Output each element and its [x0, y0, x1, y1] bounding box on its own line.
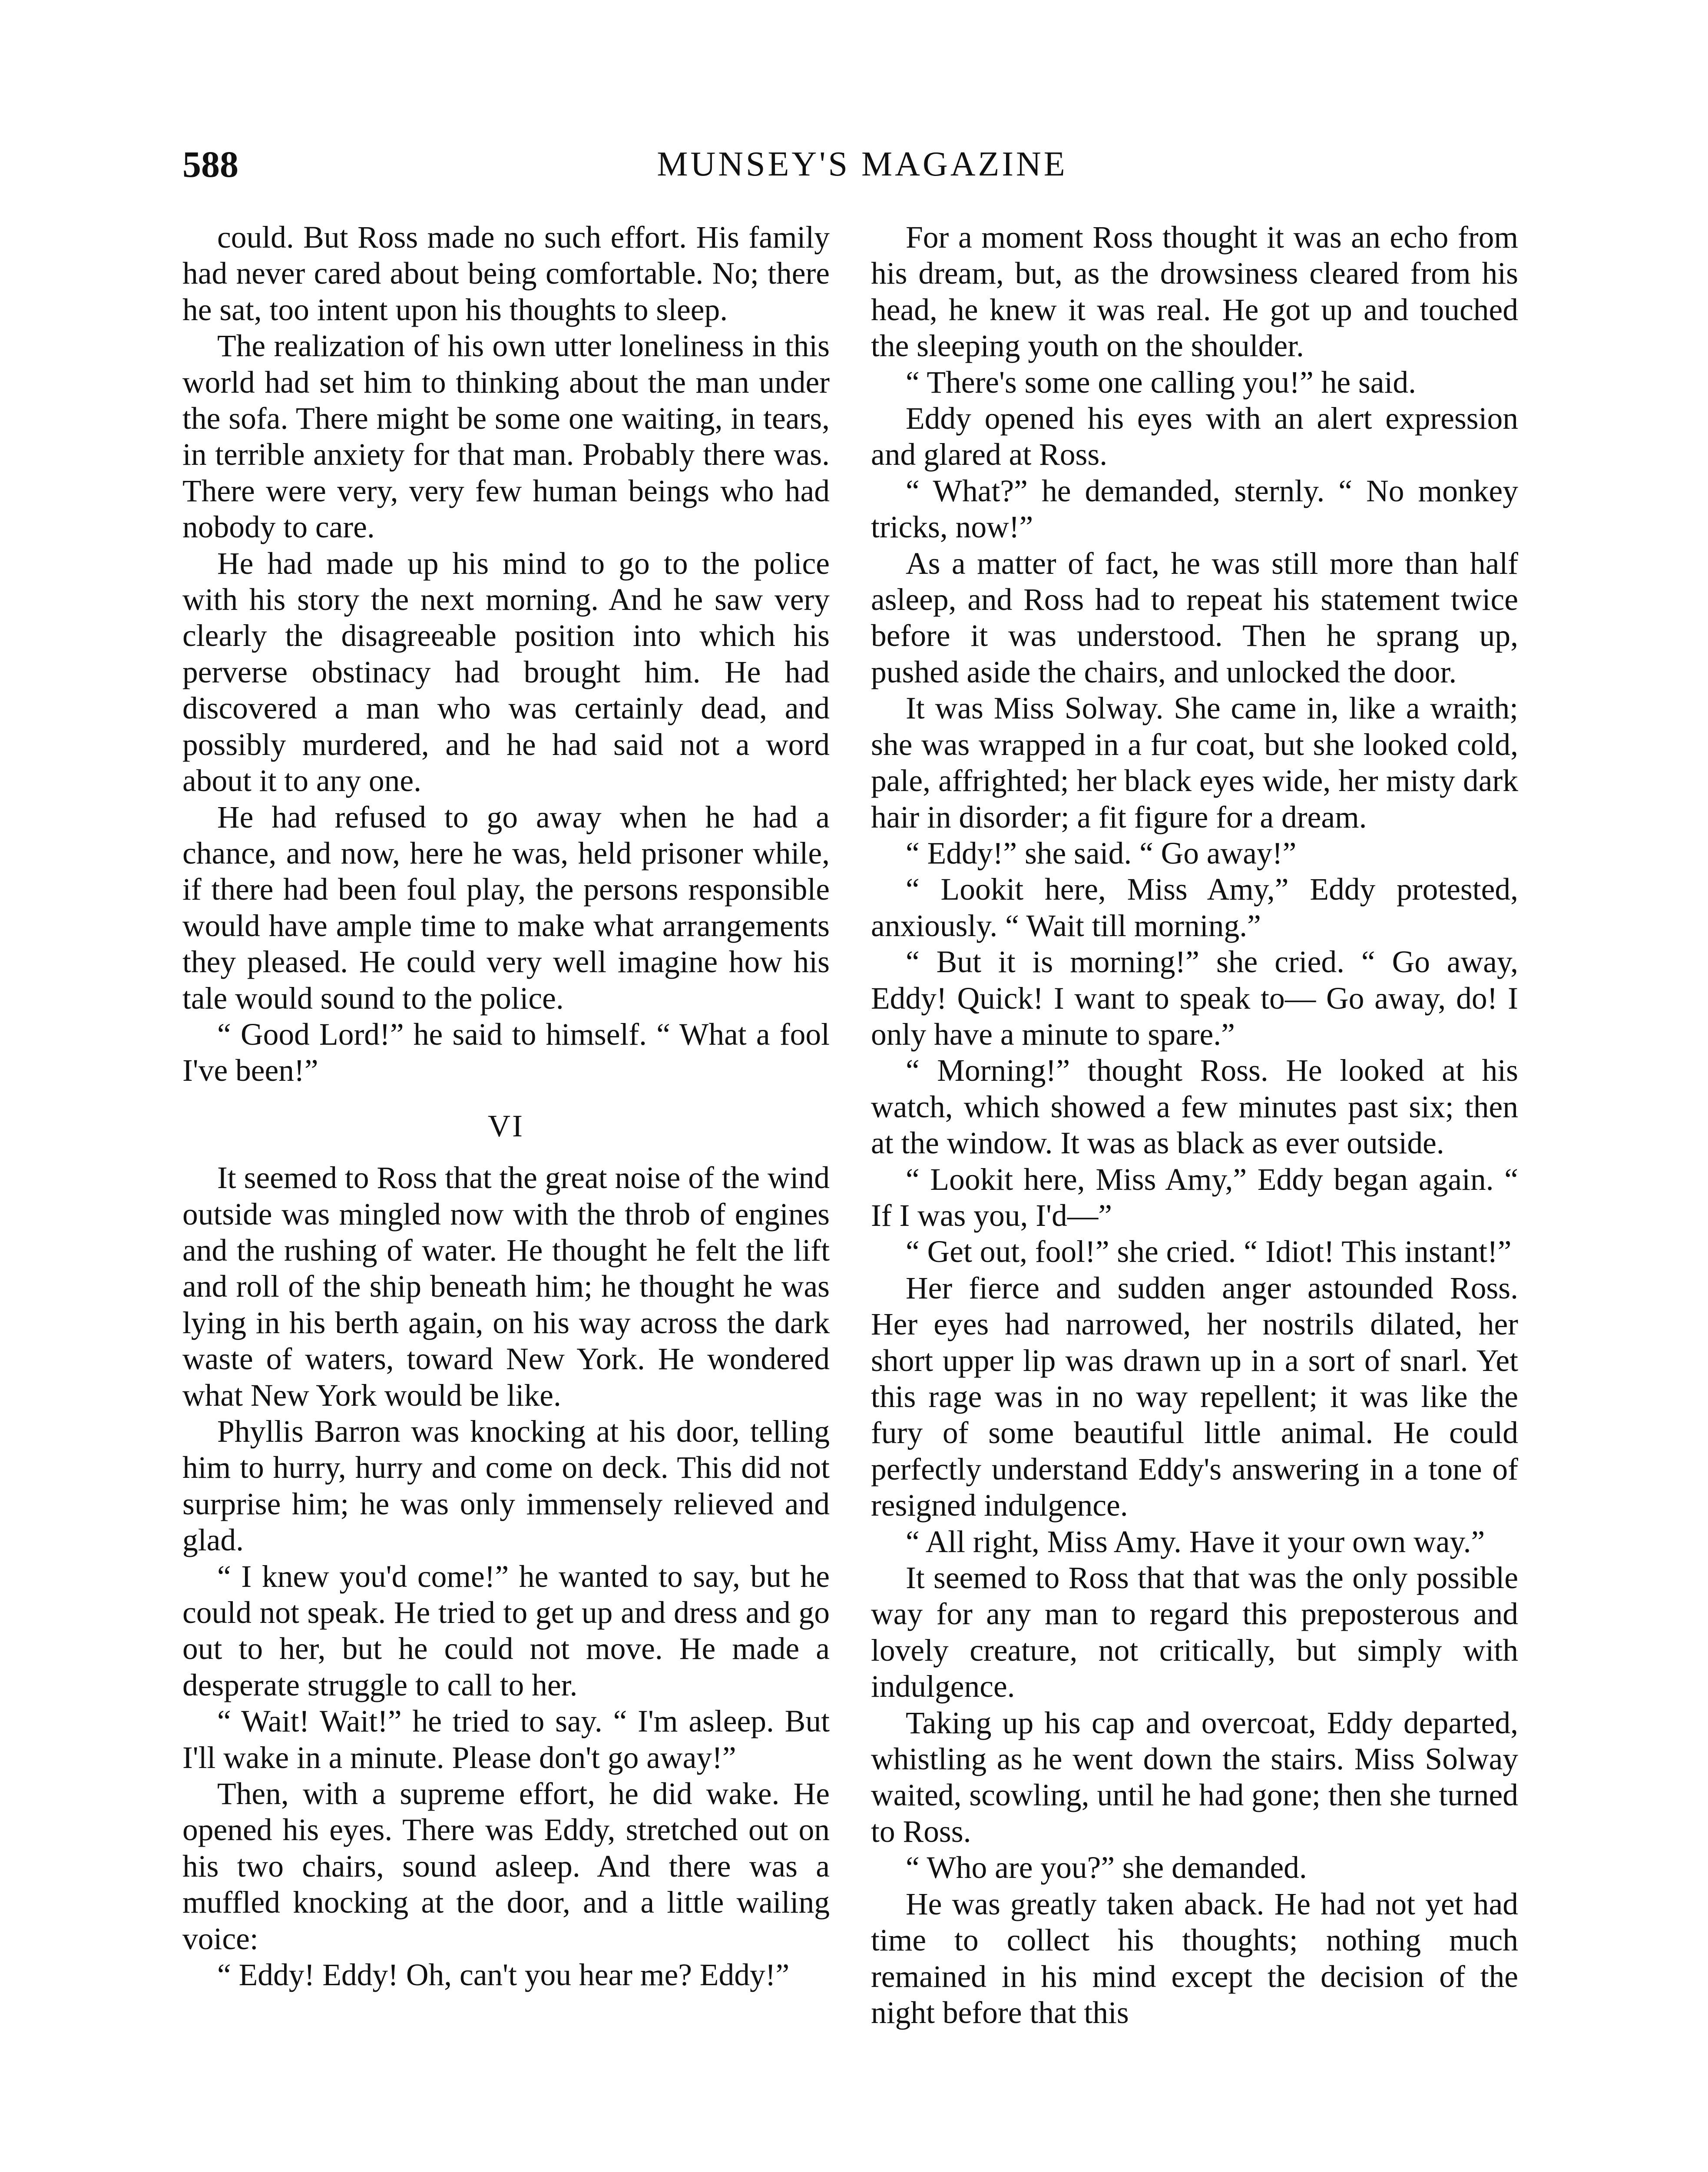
- section-heading: VI: [488, 1108, 524, 1143]
- paragraph: could. But Ross made no such effort. His family had never cared about being comfortable. No; there he sat, too intent upon his thoughts to sleep.: [182, 220, 830, 327]
- paragraph: “ Get out, fool!” she cried. “ Idiot! This instant!”: [906, 1235, 1512, 1269]
- paragraph: “ I knew you'd come!” he wanted to say, but he could not speak. He tried to get up and dress and go out to her, but he could not move. He made a desperate struggle to call to her.: [182, 1559, 830, 1702]
- paragraph: “ Who are you?” she demanded.: [906, 1851, 1307, 1885]
- paragraph: Eddy opened his eyes with an alert expression and glared at Ross.: [871, 401, 1518, 472]
- paragraph: “ Morning!” thought Ross. He looked at his watch, which showed a few minutes past six; then at the window. It was as black as ever outside.: [871, 1053, 1518, 1161]
- paragraph: Then, with a supreme effort, he did wake. He opened his eyes. There was Eddy, stretched out on his two chairs, sound asleep. And there was a muffled knocking at the door, and a little wailing voice:: [182, 1777, 830, 1956]
- paragraph: For a moment Ross thought it was an echo from his dream, but, as the drowsiness cleared from his head, he knew it was real. He got up and touched the sleeping youth on the shoulder.: [871, 220, 1518, 364]
- paragraph: It seemed to Ross that the great noise of the wind outside was mingled now with the throb of engines and the rushing of water. He thought he felt the lift and roll of the ship beneath him; he thought he was lying in his berth again, on his way across the dark waste of waters, toward New York. He wondered what New York would be like.: [182, 1161, 830, 1413]
- paragraph: “ Eddy!” she said. “ Go away!”: [906, 836, 1297, 871]
- paragraph: He was greatly taken aback. He had not yet had time to collect his thoughts; nothing much remained in his mind except the decision of the night before that this: [871, 1887, 1518, 2030]
- paragraph: “ There's some one calling you!” he said.: [906, 365, 1417, 400]
- paragraph: It seemed to Ross that that was the only possible way for any man to regard this preposterous and lovely creature, not critically, but simply with indulgence.: [871, 1561, 1518, 1704]
- paragraph: “ Lookit here, Miss Amy,” Eddy protested, anxiously. “ Wait till morning.”: [871, 872, 1518, 943]
- running-title: MUNSEY'S MAGAZINE: [657, 145, 1068, 183]
- paragraph: The realization of his own utter loneliness in this world had set him to thinking about the man under the sofa. There might be some one waiting, in tears, in terrible anxiety for that man. Probably there was. There were very, very few human beings who had nobody to care.: [182, 329, 830, 545]
- left-column: [182, 219, 830, 1993]
- paragraph: “ What?” he demanded, sternly. “ No monkey tricks, now!”: [871, 473, 1518, 545]
- page-header: [182, 138, 1542, 190]
- paragraph: Taking up his cap and overcoat, Eddy departed, whistling as he went down the stairs. Miss Solway waited, scowling, until he had gone; then she turned to Ross.: [871, 1705, 1518, 1849]
- paragraph: Phyllis Barron was knocking at his door, telling him to hurry, hurry and come on deck. This did not surprise him; he was only immensely relieved and glad.: [182, 1414, 830, 1558]
- paragraph: “ Good Lord!” he said to himself. “ What a fool I've been!”: [182, 1017, 830, 1088]
- page-number: 588: [182, 143, 238, 185]
- right-column: [871, 219, 1518, 2031]
- paragraph: “ Wait! Wait!” he tried to say. “ I'm asleep. But I'll wake in a minute. Please don't go away!”: [182, 1704, 830, 1775]
- paragraph: It was Miss Solway. She came in, like a wraith; she was wrapped in a fur coat, but she looked cold, pale, affrighted; her black eyes wide, her misty dark hair in disorder; a fit figure for a dream.: [871, 691, 1518, 834]
- paragraph: Her fierce and sudden anger astounded Ross. Her eyes had narrowed, her nostrils dilated, her short upper lip was drawn up in a sort of snarl. Yet this rage was in no way repellent; it was like the fury of some beautiful little animal. He could perfectly understand Eddy's answering in a tone of resigned indulgence.: [871, 1271, 1518, 1523]
- paragraph: “ Eddy! Eddy! Oh, can't you hear me? Eddy!”: [217, 1958, 790, 1993]
- paragraph: He had made up his mind to go to the police with his story the next morning. And he saw very clearly the disagreeable position into which his perverse obstinacy had brought him. He had discovered a man who was certainly dead, and possibly murdered, and he had said not a word about it to any one.: [182, 546, 830, 798]
- paragraph: “ But it is morning!” she cried. “ Go away, Eddy! Quick! I want to speak to— Go away, do! I only have a minute to spare.”: [871, 945, 1518, 1052]
- paragraph: As a matter of fact, he was still more than half asleep, and Ross had to repeat his statement twice before it was understood. Then he sprang up, pushed aside the chairs, and unlocked the door.: [871, 546, 1518, 689]
- paragraph: “ Lookit here, Miss Amy,” Eddy began again. “ If I was you, I'd—”: [871, 1162, 1518, 1233]
- paragraph: “ All right, Miss Amy. Have it your own way.”: [906, 1524, 1485, 1559]
- paragraph: He had refused to go away when he had a chance, and now, here he was, held prisoner while, if there had been foul play, the persons responsible would have ample time to make what arrangements they pleased. He could very well imagine how his tale would sound to the police.: [182, 800, 830, 1016]
